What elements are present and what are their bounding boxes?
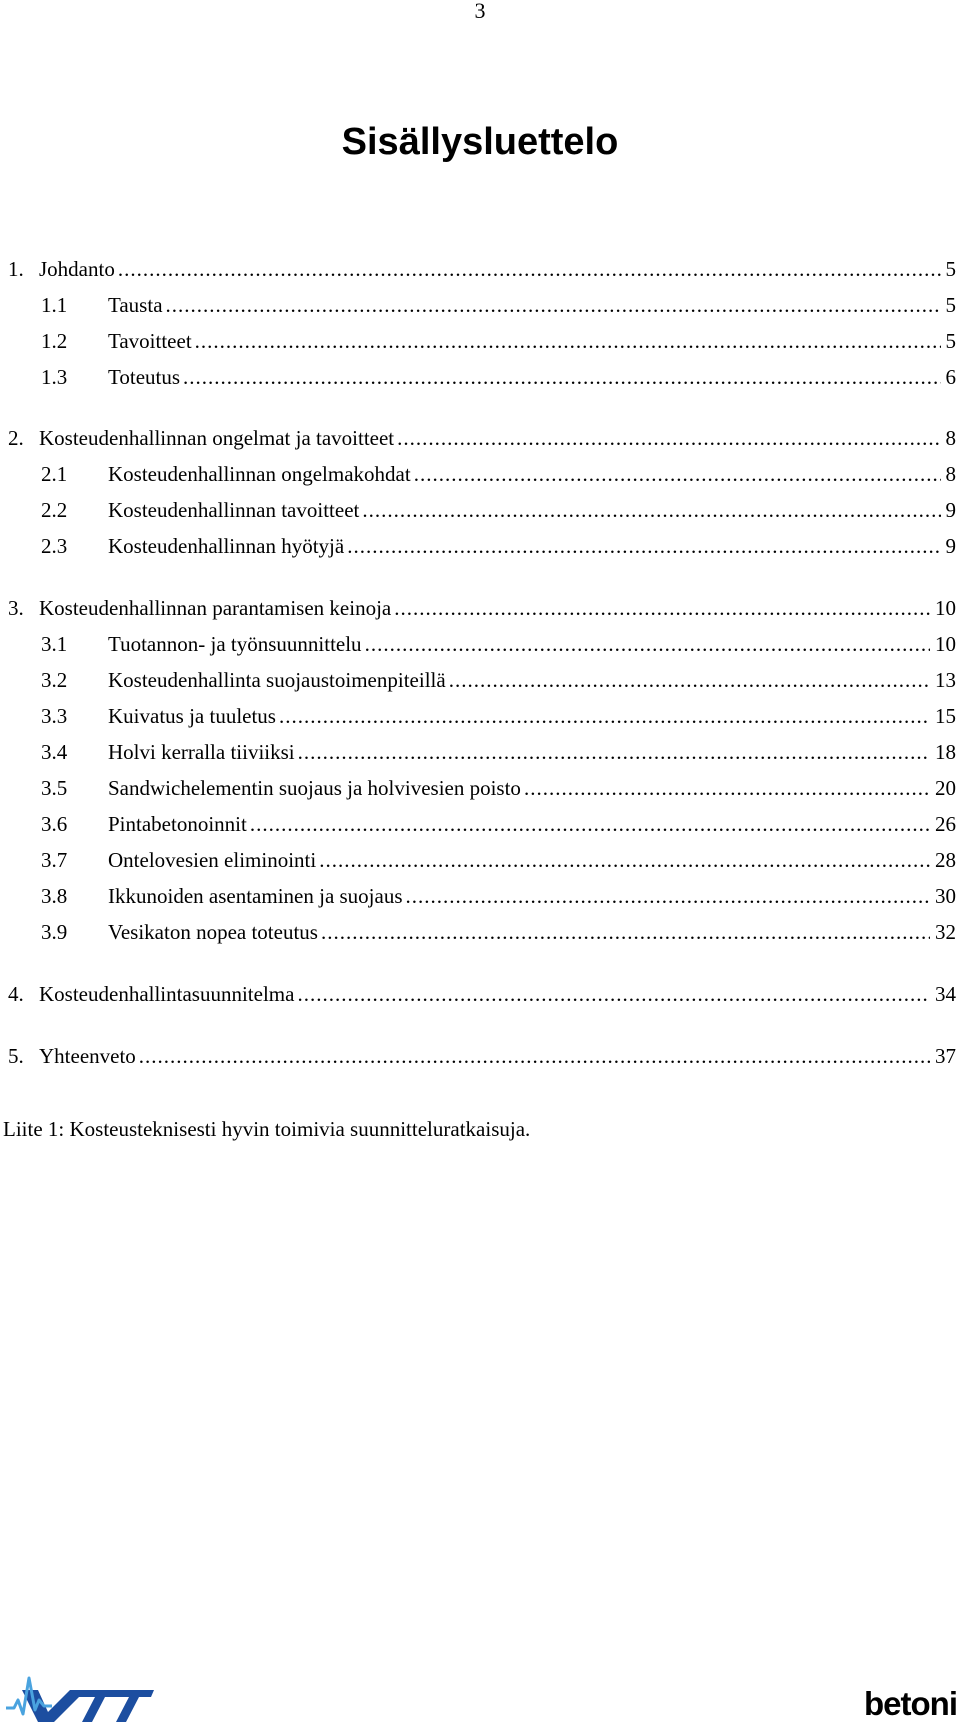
toc-leader-dots xyxy=(362,495,940,525)
toc-entry[interactable] xyxy=(8,254,956,284)
toc-entry-title: Holvi kerralla tiiviiksi xyxy=(108,740,295,764)
toc-entry-title: Kosteudenhallinnan parantamisen keinoja xyxy=(39,596,392,620)
toc-entry-page: 34 xyxy=(935,982,956,1006)
toc-leader-dots xyxy=(319,845,930,875)
toc-leader-dots xyxy=(297,979,930,1009)
toc-entry-page: 5 xyxy=(945,293,956,317)
toc-entry[interactable] xyxy=(8,881,956,911)
toc-entry-page: 10 xyxy=(935,632,956,656)
toc-leader-dots xyxy=(524,773,930,803)
toc-entry-number: 3.9 xyxy=(41,920,68,944)
toc-leader-dots xyxy=(365,629,930,659)
toc-entry[interactable] xyxy=(8,531,956,561)
toc-entry-title: Ontelovesien eliminointi xyxy=(108,848,317,872)
toc-entry-page: 26 xyxy=(935,812,956,836)
toc-entry-number: 2.2 xyxy=(41,498,68,522)
toc-leader-dots xyxy=(397,423,940,453)
betoni-logo: betoni xyxy=(864,1685,957,1722)
toc-entry[interactable] xyxy=(8,737,956,767)
toc-entry-page: 32 xyxy=(935,920,956,944)
toc-entry-page: 6 xyxy=(945,365,956,389)
toc-entry[interactable] xyxy=(8,326,956,356)
toc-entry[interactable] xyxy=(8,459,956,489)
toc-leader-dots xyxy=(250,809,930,839)
toc-leader-dots xyxy=(449,665,930,695)
toc-entry-number: 4. xyxy=(8,982,24,1006)
toc-entry-page: 9 xyxy=(945,534,956,558)
toc-entry-number: 3.4 xyxy=(41,740,68,764)
appendix-note: Liite 1: Kosteusteknisesti hyvin toimivia suunnitteluratkaisuja. xyxy=(3,1117,531,1141)
toc-entry-number: 2.3 xyxy=(41,534,68,558)
toc-entry-page: 8 xyxy=(945,426,956,450)
toc-entry-page: 8 xyxy=(945,462,956,486)
toc-entry-title: Vesikaton nopea toteutus xyxy=(108,920,318,944)
toc-entry-page: 37 xyxy=(935,1044,956,1068)
toc-entry-page: 13 xyxy=(935,668,956,692)
toc-leader-dots xyxy=(414,459,941,489)
toc-entry-number: 1. xyxy=(8,257,24,281)
toc-entry-page: 28 xyxy=(935,848,956,872)
toc-entry-title: Kosteudenhallinnan hyötyjä xyxy=(108,534,345,558)
toc-entry-title: Kosteudenhallinnan ongelmat ja tavoitteet xyxy=(39,426,395,450)
toc-entry-number: 3.2 xyxy=(41,668,68,692)
toc-entry-number: 1.3 xyxy=(41,365,68,389)
toc-entry[interactable] xyxy=(8,665,956,695)
toc-entry-page: 5 xyxy=(945,257,956,281)
toc-entry[interactable] xyxy=(8,773,956,803)
page-title: Sisällysluettelo xyxy=(341,121,619,163)
toc-leader-dots xyxy=(347,531,940,561)
toc-entry[interactable] xyxy=(8,809,956,839)
toc-entry-title: Tausta xyxy=(108,293,163,317)
toc-entry-title: Tuotannon- ja työnsuunnittelu xyxy=(108,632,362,656)
toc-entry-number: 3.6 xyxy=(41,812,68,836)
toc-entry-page: 20 xyxy=(935,776,956,800)
toc-entry-title: Sandwichelementin suojaus ja holvivesien poisto xyxy=(108,776,521,800)
toc-entry-title: Kuivatus ja tuuletus xyxy=(108,704,276,728)
toc-entry-page: 18 xyxy=(935,740,956,764)
toc-entry-number: 1.1 xyxy=(41,293,68,317)
toc-leader-dots xyxy=(118,254,941,284)
toc-entry[interactable] xyxy=(8,423,956,453)
toc-entry-title: Yhteenveto xyxy=(39,1044,136,1068)
toc-entry-title: Tavoitteet xyxy=(108,329,192,353)
toc-entry[interactable] xyxy=(8,593,956,623)
toc-entry-number: 2.1 xyxy=(41,462,68,486)
toc-entry[interactable] xyxy=(8,495,956,525)
toc-entry-number: 3. xyxy=(8,596,24,620)
toc-entry[interactable] xyxy=(8,1041,956,1071)
toc-entry-number: 3.3 xyxy=(41,704,68,728)
toc-entry-number: 3.5 xyxy=(41,776,68,800)
toc-leader-dots xyxy=(183,362,940,392)
toc-entry-number: 1.2 xyxy=(41,329,68,353)
toc-leader-dots xyxy=(298,737,930,767)
toc-leader-dots xyxy=(166,290,941,320)
toc-entry[interactable] xyxy=(8,979,956,1009)
toc-entry-title: Kosteudenhallintasuunnitelma xyxy=(39,982,295,1006)
toc-entry-title: Kosteudenhallinnan ongelmakohdat xyxy=(108,462,411,486)
toc-entry-title: Johdanto xyxy=(39,257,115,281)
toc-entry-page: 10 xyxy=(935,596,956,620)
toc-entry-title: Kosteudenhallinnan tavoitteet xyxy=(108,498,360,522)
toc-entry-number: 3.1 xyxy=(41,632,68,656)
toc-entry-number: 3.8 xyxy=(41,884,68,908)
toc-entry-title: Toteutus xyxy=(108,365,181,389)
toc-entry[interactable] xyxy=(8,845,956,875)
toc-entry-page: 30 xyxy=(935,884,956,908)
toc-entry-number: 2. xyxy=(8,426,24,450)
page-number: 3 xyxy=(474,0,486,23)
toc-entry[interactable] xyxy=(8,917,956,947)
toc-leader-dots xyxy=(139,1041,930,1071)
toc-entry[interactable] xyxy=(8,629,956,659)
toc-leader-dots xyxy=(279,701,930,731)
toc-entry[interactable] xyxy=(8,290,956,320)
toc-entry-title: Kosteudenhallinta suojaustoimenpiteillä xyxy=(108,668,446,692)
toc-entry[interactable] xyxy=(8,701,956,731)
toc-entry-number: 5. xyxy=(8,1044,24,1068)
toc-leader-dots xyxy=(406,881,930,911)
toc-entry-number: 3.7 xyxy=(41,848,68,872)
toc-entry-title: Ikkunoiden asentaminen ja suojaus xyxy=(108,884,403,908)
toc-leader-dots xyxy=(394,593,930,623)
toc-leader-dots xyxy=(321,917,930,947)
toc-entry-page: 9 xyxy=(945,498,956,522)
toc-leader-dots xyxy=(195,326,941,356)
toc-entry-page: 15 xyxy=(935,704,956,728)
vtt-logo xyxy=(4,1670,154,1724)
toc-entry-page: 5 xyxy=(945,329,956,353)
toc-entry[interactable] xyxy=(8,362,956,392)
toc-entry-title: Pintabetonoinnit xyxy=(108,812,247,836)
